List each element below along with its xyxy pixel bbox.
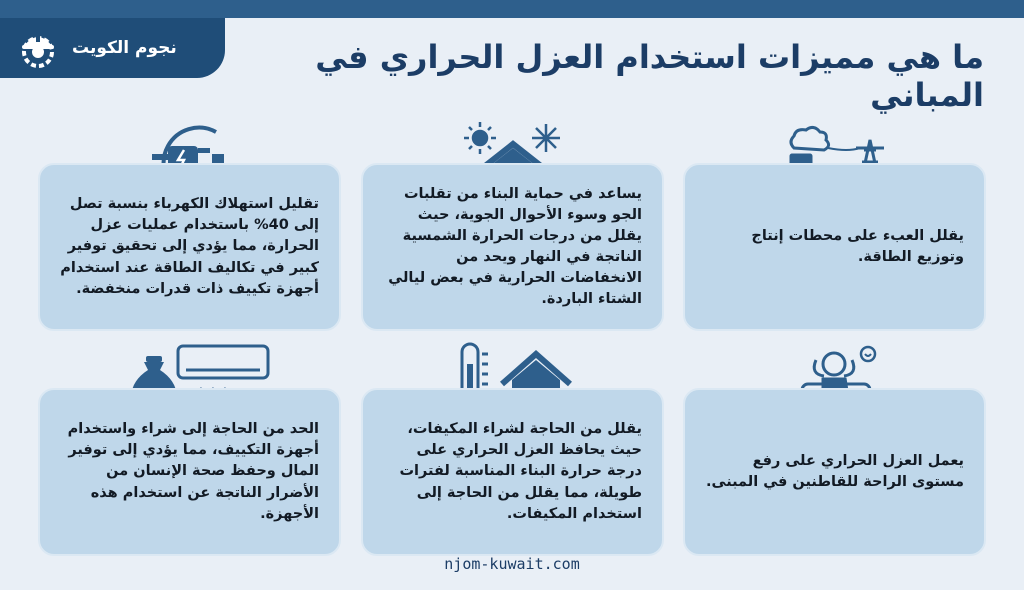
brand-header[interactable]	[0, 18, 225, 78]
benefit-card-4	[683, 388, 986, 556]
benefit-card-1	[683, 163, 986, 331]
benefit-card-5	[361, 388, 664, 556]
helmet-gear-logo-icon	[16, 26, 60, 70]
benefit-card-2	[361, 163, 664, 331]
page-title: ما هي مميزات استخدام العزل الحراري في المباني	[315, 38, 984, 114]
benefit-card-1-text: يقلل العبء على محطات إنتاج وتوزيع الطاقة.	[751, 227, 964, 265]
top-banner	[0, 0, 1024, 18]
benefit-card-4-text: يعمل العزل الحراري على رفع مستوى الراحة للقاطنين في المبنى.	[706, 452, 964, 490]
benefit-card-5-text: يقلل من الحاجة لشراء المكيفات، حيث يحافظ العزل الحراري على درجة حرارة البناء المناسبة لفترات طويلة، مما يقلل من الحاجة إلى استخدام المكيفات.	[399, 421, 642, 522]
benefit-card-6-text: الحد من الحاجة إلى شراء واستخدام أجهزة التكييف، مما يؤدي إلى توفير المال وحفظ صحة الإنسان من الأضرار الناتجة عن استخدام هذه الأجهزة.	[67, 421, 319, 522]
benefit-card-6	[38, 388, 341, 556]
brand-name: نجوم الكويت	[72, 38, 177, 58]
benefit-card-3-text: تقليل استهلاك الكهرباء بنسبة تصل إلى 40% باستخدام عمليات عزل الحرارة، مما يؤدي إلى تحقيق توفير كبير في تكاليف الطاقة عند استخدام أجهزة تكييف ذات قدرات منخفضة.	[60, 196, 319, 297]
benefit-card-3	[38, 163, 341, 331]
footer-url[interactable]: njom-kuwait.com	[444, 555, 580, 573]
benefit-card-2-text: يساعد في حماية البناء من تقلبات الجو وسوء الأحوال الجوية، حيث يقلل من درجات الحرارة الشمسية الناتجة في النهار ويحد من الانخفاضات الحرارية في بعض ليالي الشتاء الباردة.	[388, 185, 642, 308]
